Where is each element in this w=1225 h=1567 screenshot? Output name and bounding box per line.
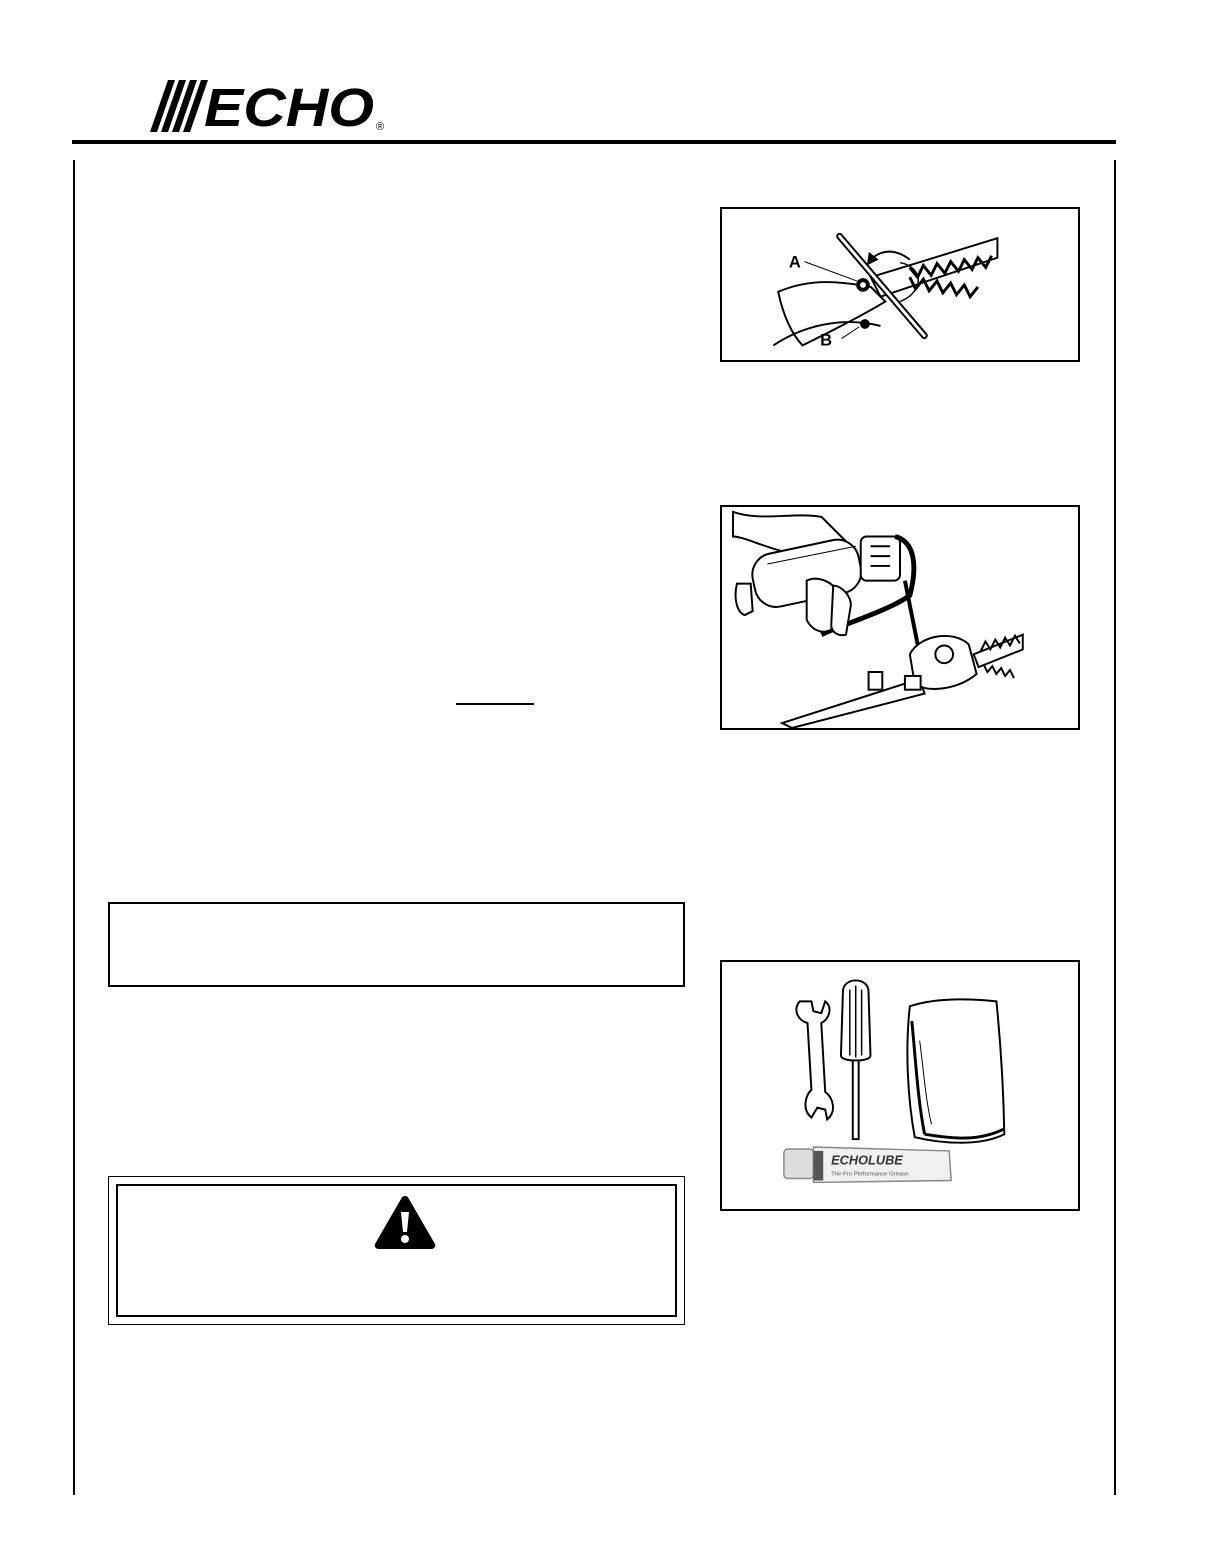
tube-tagline: The Pro Performance Grease [831, 1171, 909, 1178]
brand-logotype: ECHO [204, 80, 374, 132]
tube-brand: ECHOLUBE [831, 1152, 903, 1168]
text-underline [456, 703, 534, 705]
header-rule [72, 140, 1116, 144]
grease-tube-icon [784, 1147, 951, 1182]
callout-a: A [788, 252, 801, 272]
screwdriver-icon [841, 980, 871, 1139]
wrench-icon [796, 1001, 833, 1119]
figure-maintenance-tools [720, 960, 1080, 1211]
right-margin-rule [1114, 160, 1116, 1495]
cloth-icon [907, 999, 1004, 1142]
figure-grease-gun-lubrication [720, 505, 1080, 730]
echo-logo [148, 80, 388, 132]
warning-triangle-icon [373, 1194, 437, 1250]
registered-mark: ® [376, 121, 385, 132]
figure-blade-nut-adjustment [720, 207, 1080, 362]
warning-box [108, 1176, 685, 1325]
left-margin-rule [73, 160, 75, 1495]
warning-box-inner [116, 1184, 677, 1317]
callout-b: B [820, 330, 833, 350]
note-box [108, 902, 685, 987]
